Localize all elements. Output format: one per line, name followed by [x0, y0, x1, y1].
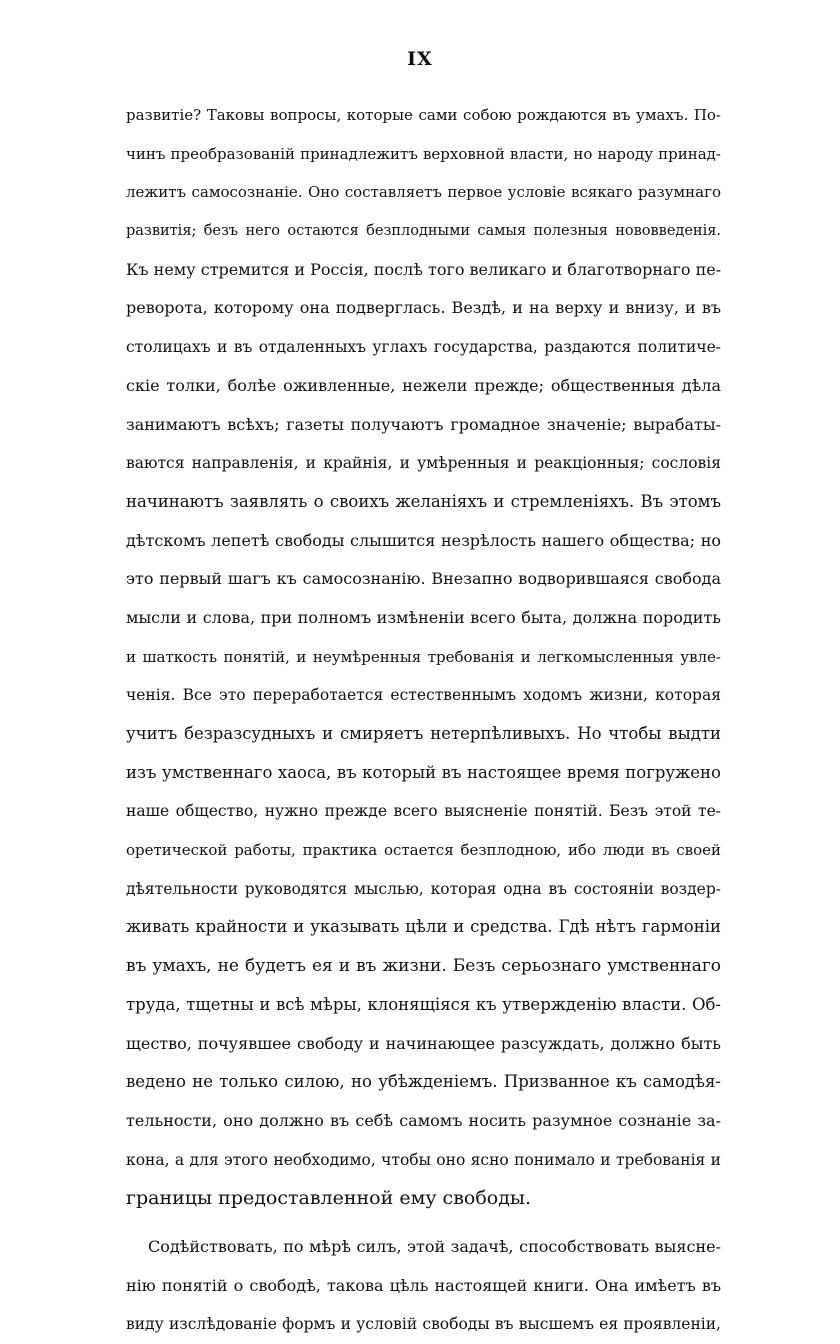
- text-line: лежитъ самосознаніе. Оно составляетъ первое условіе всякаго разумнаго: [126, 183, 721, 202]
- paragraph-1: [126, 96, 721, 1218]
- text-line: дѣятельности руководятся мыслью, которая одна въ состояніи воздер-: [126, 879, 721, 898]
- text-line: столицахъ и въ отдаленныхъ углахъ государства, раздаются политиче-: [126, 338, 721, 357]
- text-line: мысли и слова, при полномъ измѣненіи всего быта, должна породить: [126, 607, 721, 627]
- text-line: развитіе? Таковы вопросы, которые сами собою рождаются въ умахъ. По-: [126, 106, 721, 124]
- text-line: Къ нему стремится и Россія, послѣ того великаго и благотворнаго пе-: [126, 259, 721, 279]
- text-line: и шаткость понятій, и неумѣренныя требованія и легкомысленныя увле-: [126, 647, 721, 666]
- text-line: щество, почуявшее свободу и начинающее разсуждать, должно быть: [126, 1033, 721, 1053]
- text-line: труда, тщетны и всѣ мѣры, клонящіяся къ утвержденію власти. Об-: [126, 994, 721, 1014]
- text-line: это первый шагъ къ самосознанію. Внезапно водворившаяся свобода: [126, 569, 721, 589]
- text-line: границы предоставленной ему свободы.: [126, 1187, 532, 1210]
- text-line: учитъ безразсудныхъ и смиряетъ нетерпѣливыхъ. Но чтобы выдти: [126, 724, 721, 743]
- text-line: ваются направленія, и крайнія, и умѣренныя и реакціонныя; сословія: [126, 454, 721, 473]
- text-line: занимаютъ всѣхъ; газеты получаютъ громадное значеніе; вырабаты-: [126, 414, 721, 434]
- text-line: ченія. Все это переработается естественнымъ ходомъ жизни, которая: [126, 686, 721, 705]
- text-line: изъ умственнаго хаоса, въ который въ настоящее время погружено: [126, 762, 721, 782]
- text-line: кона, а для этого необходимо, чтобы оно ясно понимало и требованія и: [126, 1150, 721, 1169]
- page-number: IX: [407, 48, 433, 70]
- text-line: наше общество, нужно прежде всего выясненіе понятій. Безъ этой те-: [126, 802, 721, 821]
- text-line: начинаютъ заявлять о своихъ желаніяхъ и стремленіяхъ. Въ этомъ: [126, 491, 721, 511]
- text-line: чинъ преобразованій принадлежитъ верховной власти, но народу принад-: [126, 144, 721, 163]
- text-line: развитія; безъ него остаются безплодными самыя полезныя нововведенія.: [126, 223, 721, 240]
- paragraph-2: [126, 1228, 721, 1344]
- text-line: тельности, оно должно въ себѣ самомъ носить разумное сознаніе за-: [126, 1110, 721, 1130]
- paragraph-gap: [126, 1218, 721, 1228]
- text-line: ведено не только силою, но убѣжденіемъ. Призванное къ самодѣя-: [126, 1072, 721, 1092]
- text-line: дѣтскомъ лепетѣ свободы слышится незрѣлость нашего общества; но: [126, 530, 721, 550]
- text-line: живать крайности и указывать цѣли и средства. Гдѣ нѣтъ гармоніи: [126, 917, 721, 937]
- body-text: [126, 96, 721, 1344]
- text-line: нію понятій о свободѣ, такова цѣль настоящей книги. Она имѣетъ въ: [126, 1275, 721, 1295]
- text-line: Содѣйствовать, по мѣрѣ силъ, этой задачѣ, способствовать выясне-: [148, 1236, 721, 1256]
- text-line: виду изслѣдованіе формъ и условій свободы въ высшемъ ея проявленіи,: [126, 1315, 721, 1334]
- text-line: скіе толки, болѣе оживленные, нежели прежде; общественныя дѣла: [126, 375, 721, 395]
- text-line: реворота, которому она подверглась. Вездѣ, и на верху и внизу, и въ: [126, 298, 721, 318]
- text-line: оретической работы, практика остается безплодною, ибо люди въ своей: [126, 841, 721, 860]
- text-line: въ умахъ, не будетъ ея и въ жизни. Безъ серьознаго умственнаго: [126, 956, 721, 977]
